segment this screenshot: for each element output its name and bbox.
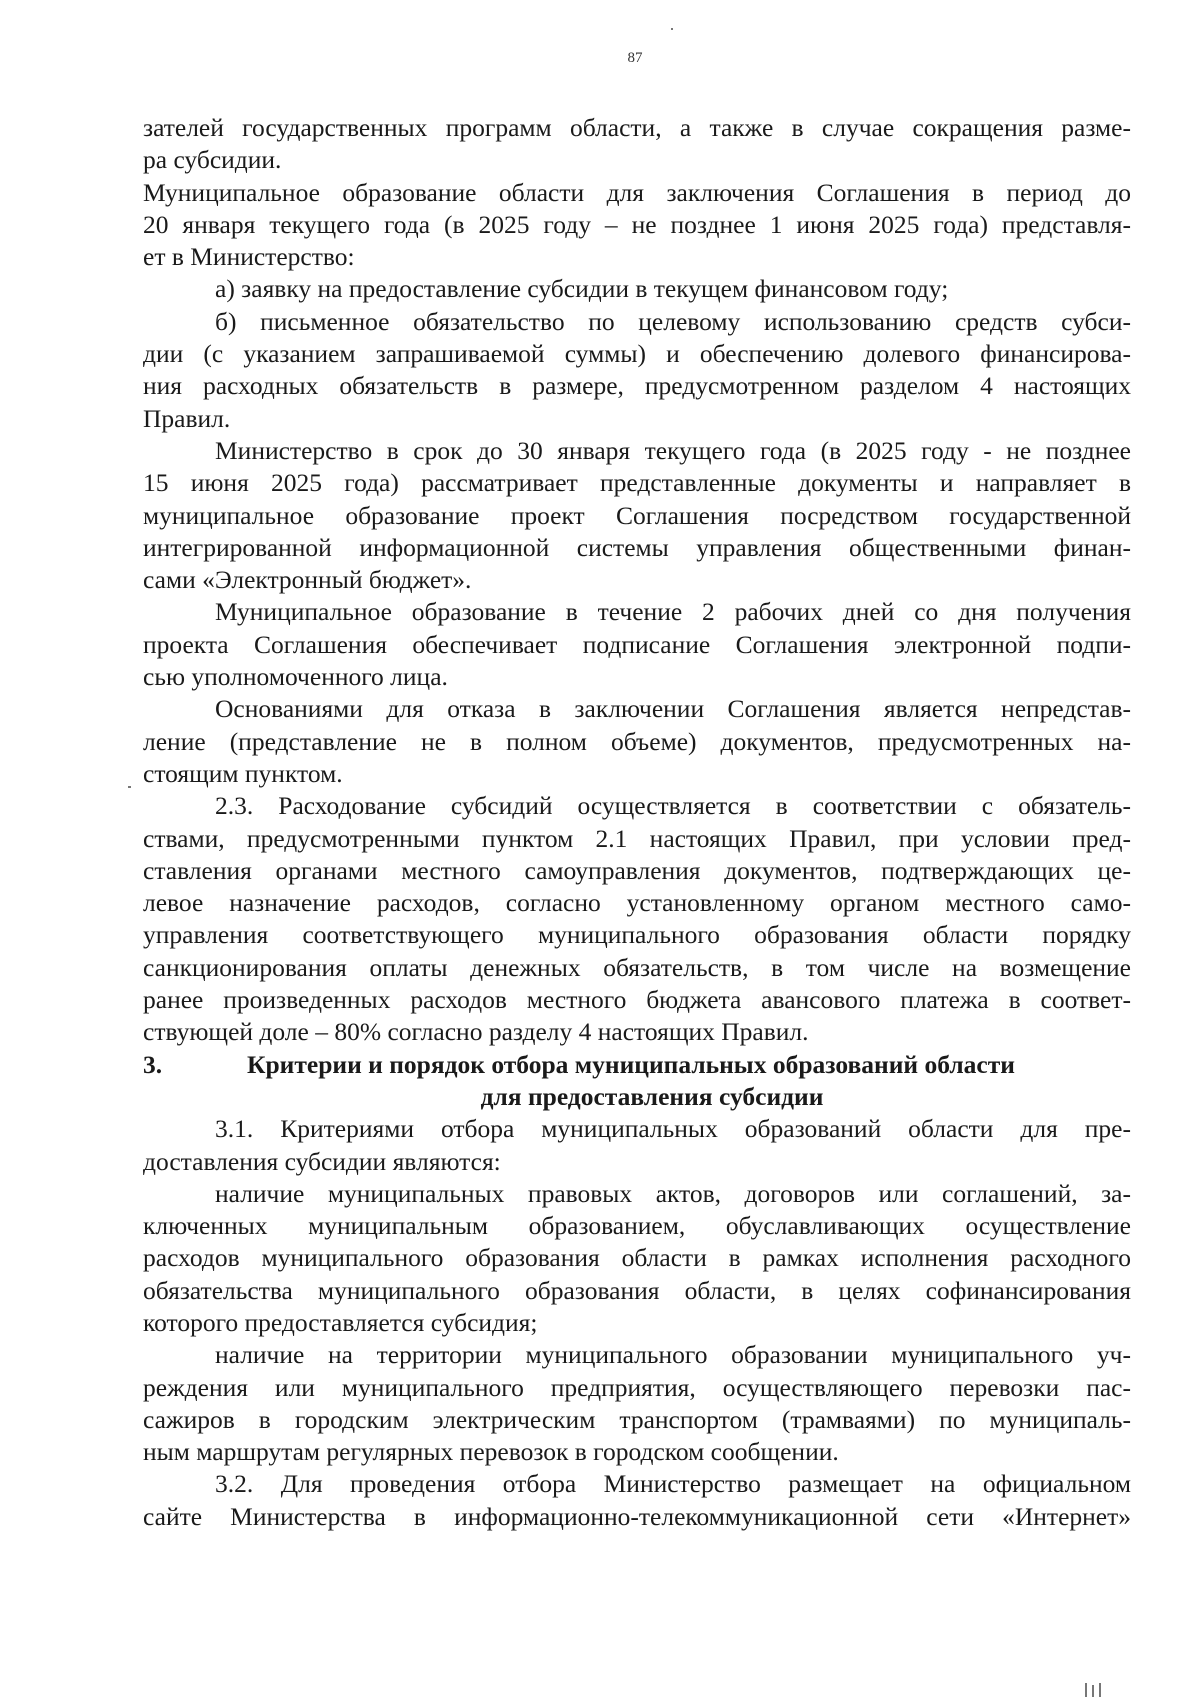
text-line: б) письменное обязательство по целевому использованию средств субси- [215,306,1131,336]
text-line: ет в Министерство: [143,242,355,272]
section-number: 3. [143,1049,163,1079]
scan-artifact-bottom [1092,1685,1094,1697]
section-heading [143,1049,1131,1081]
document-body [143,112,1131,1533]
text-line: левое назначение расходов, согласно установленному органом местного само- [143,888,1131,918]
text-line: интегрированной информационной системы управления общественными финан- [143,532,1131,562]
page-number: 87 [627,50,643,66]
text-line: ствующей доле – 80% согласно разделу 4 настоящих Правил. [143,1017,809,1047]
text-line: ключенных муниципальным образованием, обуславливающих осуществление [143,1211,1131,1241]
text-line: сью уполномоченного лица. [143,662,448,692]
text-line: Правил. [143,403,231,433]
text-line: 20 января текущего года (в 2025 году – не позднее 1 июня 2025 года) представля- [143,209,1131,239]
text-line: расходов муниципального образования области в рамках исполнения расходного [143,1243,1131,1273]
text-line: реждения или муниципального предприятия, осуществляющего перевозки пас- [143,1372,1131,1402]
text-line: ния расходных обязательств в размере, предусмотренном разделом 4 настоящих [143,371,1131,401]
text-line: ра субсидии. [143,145,282,175]
scan-artifact-bottom [1085,1683,1087,1697]
scan-artifact-margin [128,786,131,788]
text-line: сами «Электронный бюджет». [143,565,472,595]
text-line: санкционирования оплаты денежных обязательств, в том числе на возмещение [143,952,1131,982]
scan-artifact-top [671,28,673,30]
text-line: Министерство в срок до 30 января текущего года (в 2025 году - не позднее [215,435,1131,465]
text-line: 2.3. Расходование субсидий осуществляется в соответствии с обязатель- [215,791,1131,821]
text-line: 3.1. Критериями отбора муниципальных образований области для пре- [215,1114,1131,1144]
text-line: ление (представление не в полном объеме) документов, предусмотренных на- [143,726,1131,756]
text-line: Основаниями для отказа в заключении Соглашения является непредстав- [215,694,1131,724]
section-heading-continued [143,1081,1131,1113]
text-line: обязательства муниципального образования области, в целях софинансирования [143,1275,1131,1305]
text-line: Муниципальное образование области для заключения Соглашения в период до [143,177,1131,207]
section-title-line-1: Критерии и порядок отбора муниципальных образований области [247,1049,1015,1079]
text-line: стоящим пунктом. [143,758,343,788]
text-line: управления соответствующего муниципального образования области порядку [143,920,1131,950]
text-line: ным маршрутам регулярных перевозок в городском сообщении. [143,1437,839,1467]
text-line: Муниципальное образование в течение 2 рабочих дней со дня получения [215,597,1131,627]
text-line: которого предоставляется субсидия; [143,1307,538,1337]
text-line: муниципальное образование проект Соглашения посредством государственной [143,500,1131,530]
scan-artifact-bottom [1099,1683,1101,1697]
text-line: а) заявку на предоставление субсидии в текущем финансовом году; [215,274,949,304]
text-line: доставления субсидии являются: [143,1146,501,1176]
text-line: наличие на территории муниципального образовании муниципального уч- [215,1340,1131,1370]
text-line: зателей государственных программ области, а также в случае сокращения разме- [143,113,1131,142]
text-line: ранее произведенных расходов местного бюджета авансового платежа в соответ- [143,985,1131,1015]
text-line: 15 июня 2025 года) рассматривает представленные документы и направляет в [143,468,1131,498]
text-line: ствами, предусмотренными пунктом 2.1 настоящих Правил, при условии пред- [143,823,1131,853]
text-line: проекта Соглашения обеспечивает подписание Соглашения электронной подпи- [143,629,1131,659]
text-line: 3.2. Для проведения отбора Министерство размещает на официальном [215,1469,1131,1499]
text-line: сайте Министерства в информационно-телекоммуникационной сети «Интернет» [143,1501,1131,1531]
text-line: сажиров в городским электрическим транспортом (трамваями) по муниципаль- [143,1404,1131,1434]
text-line: дии (с указанием запрашиваемой суммы) и обеспечению долевого финансирова- [143,339,1131,369]
section-title-line-2: для предоставления субсидии [480,1081,824,1111]
text-line: ставления органами местного самоуправления документов, подтверждающих це- [143,855,1131,885]
text-line: наличие муниципальных правовых актов, договоров или соглашений, за- [215,1178,1131,1208]
